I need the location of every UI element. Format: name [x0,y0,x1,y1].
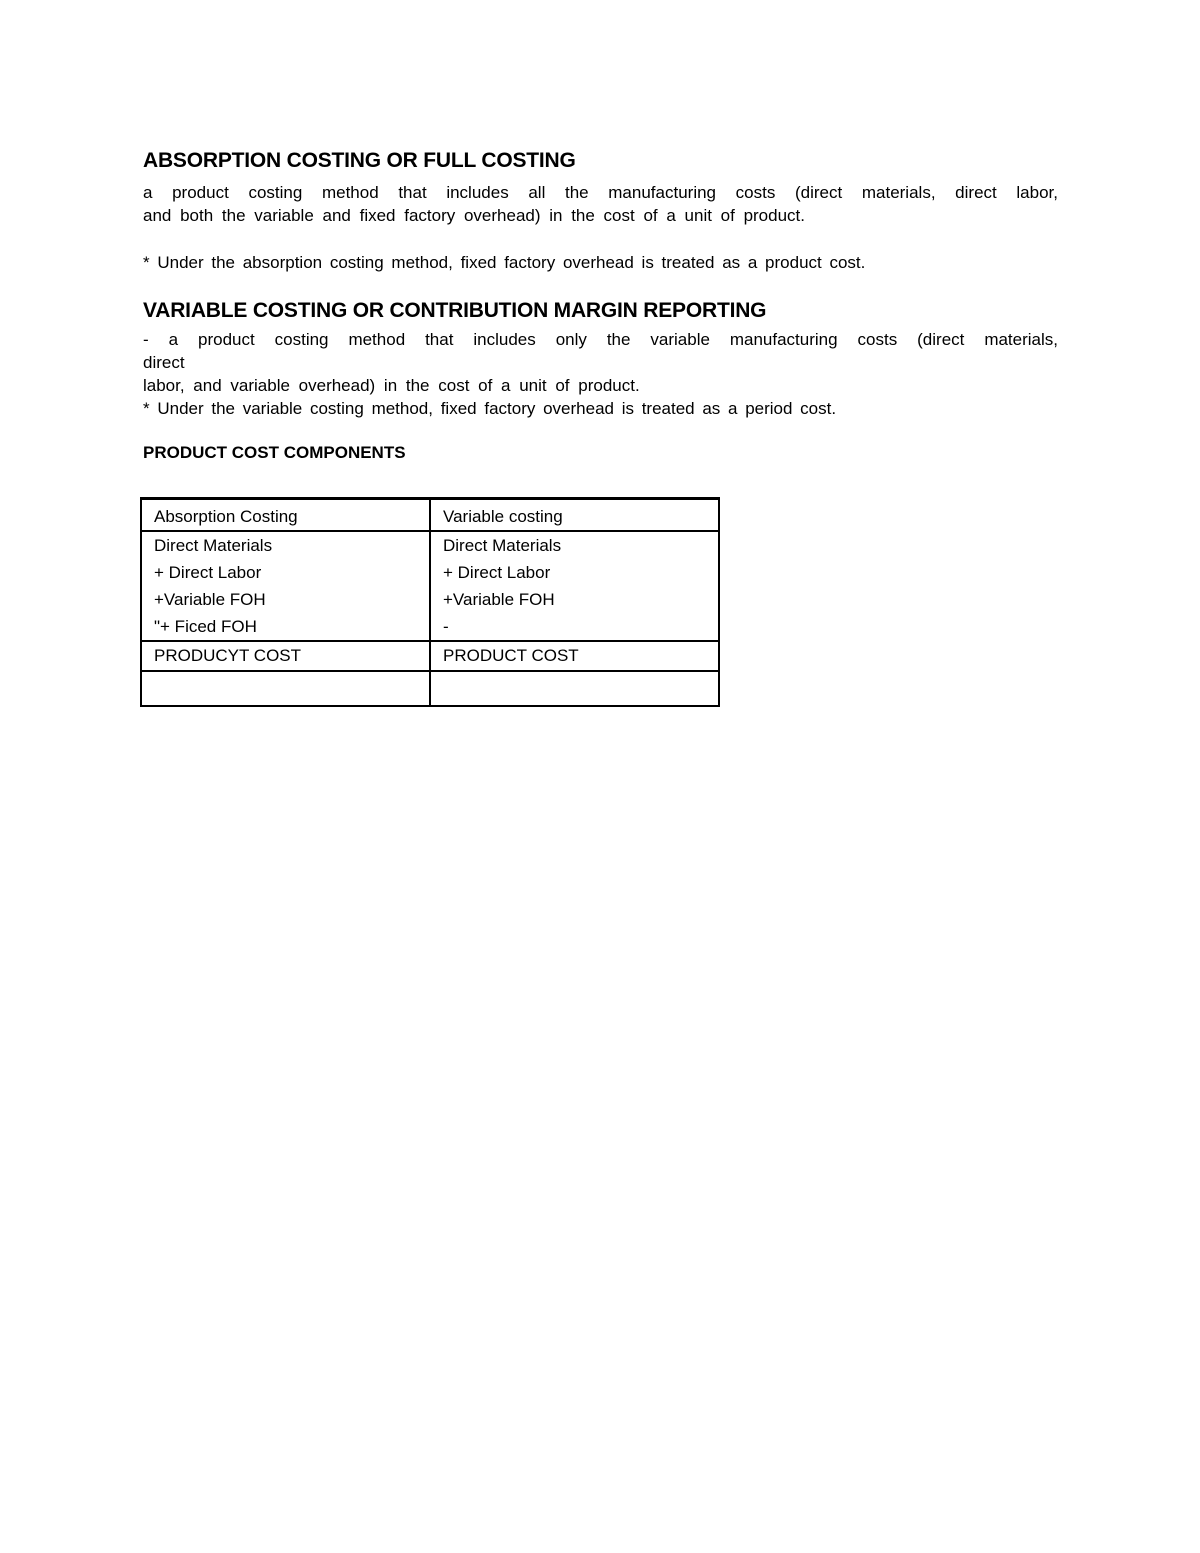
list-item: Direct Materials [443,536,562,555]
absorption-note: * Under the absorption costing method, fixed factory overhead is treated as a product cost. [143,253,866,272]
table-total-row [141,641,719,671]
absorption-definition-line-1: a product costing method that includes all the manufacturing costs (direct materials, direct labor, [143,183,1058,202]
variable-definition-line-2: direct [143,353,185,372]
variable-costing-title: VARIABLE COSTING OR CONTRIBUTION MARGIN REPORTING [143,299,767,322]
variable-total-cell: PRODUCT COST [430,641,719,671]
list-item: + Direct Labor [154,563,262,582]
list-item: + Direct Labor [443,563,551,582]
list-item: +Variable FOH [154,590,266,609]
table-empty-row [141,671,719,706]
list-item: "+ Ficed FOH [154,617,257,636]
empty-cell [141,671,430,706]
variable-definition-line-3: labor, and variable overhead) in the cost of a unit of product. [143,376,640,395]
variable-definition-line-1: - a product costing method that includes only the variable manufacturing costs (direct materials, [143,330,1058,349]
product-cost-components-heading: PRODUCT COST COMPONENTS [143,443,406,462]
product-cost-table [140,497,720,707]
list-item: Direct Materials [154,536,273,555]
absorption-total-cell: PRODUCYT COST [141,641,430,671]
table-header-row [141,499,719,532]
variable-note: * Under the variable costing method, fixed factory overhead is treated as a period cost. [143,399,837,418]
table-components-row [141,531,719,641]
absorption-costing-title: ABSORPTION COSTING OR FULL COSTING [143,149,576,172]
header-absorption-costing: Absorption Costing [141,499,430,532]
variable-components-cell [430,531,719,641]
document-page [143,148,1058,464]
absorption-definition-line-2: and both the variable and fixed factory overhead) in the cost of a unit of product. [143,206,805,225]
empty-cell [430,671,719,706]
list-item: +Variable FOH [443,590,555,609]
header-variable-costing: Variable costing [430,499,719,532]
list-item: - [443,617,449,636]
absorption-components-cell [141,531,430,641]
